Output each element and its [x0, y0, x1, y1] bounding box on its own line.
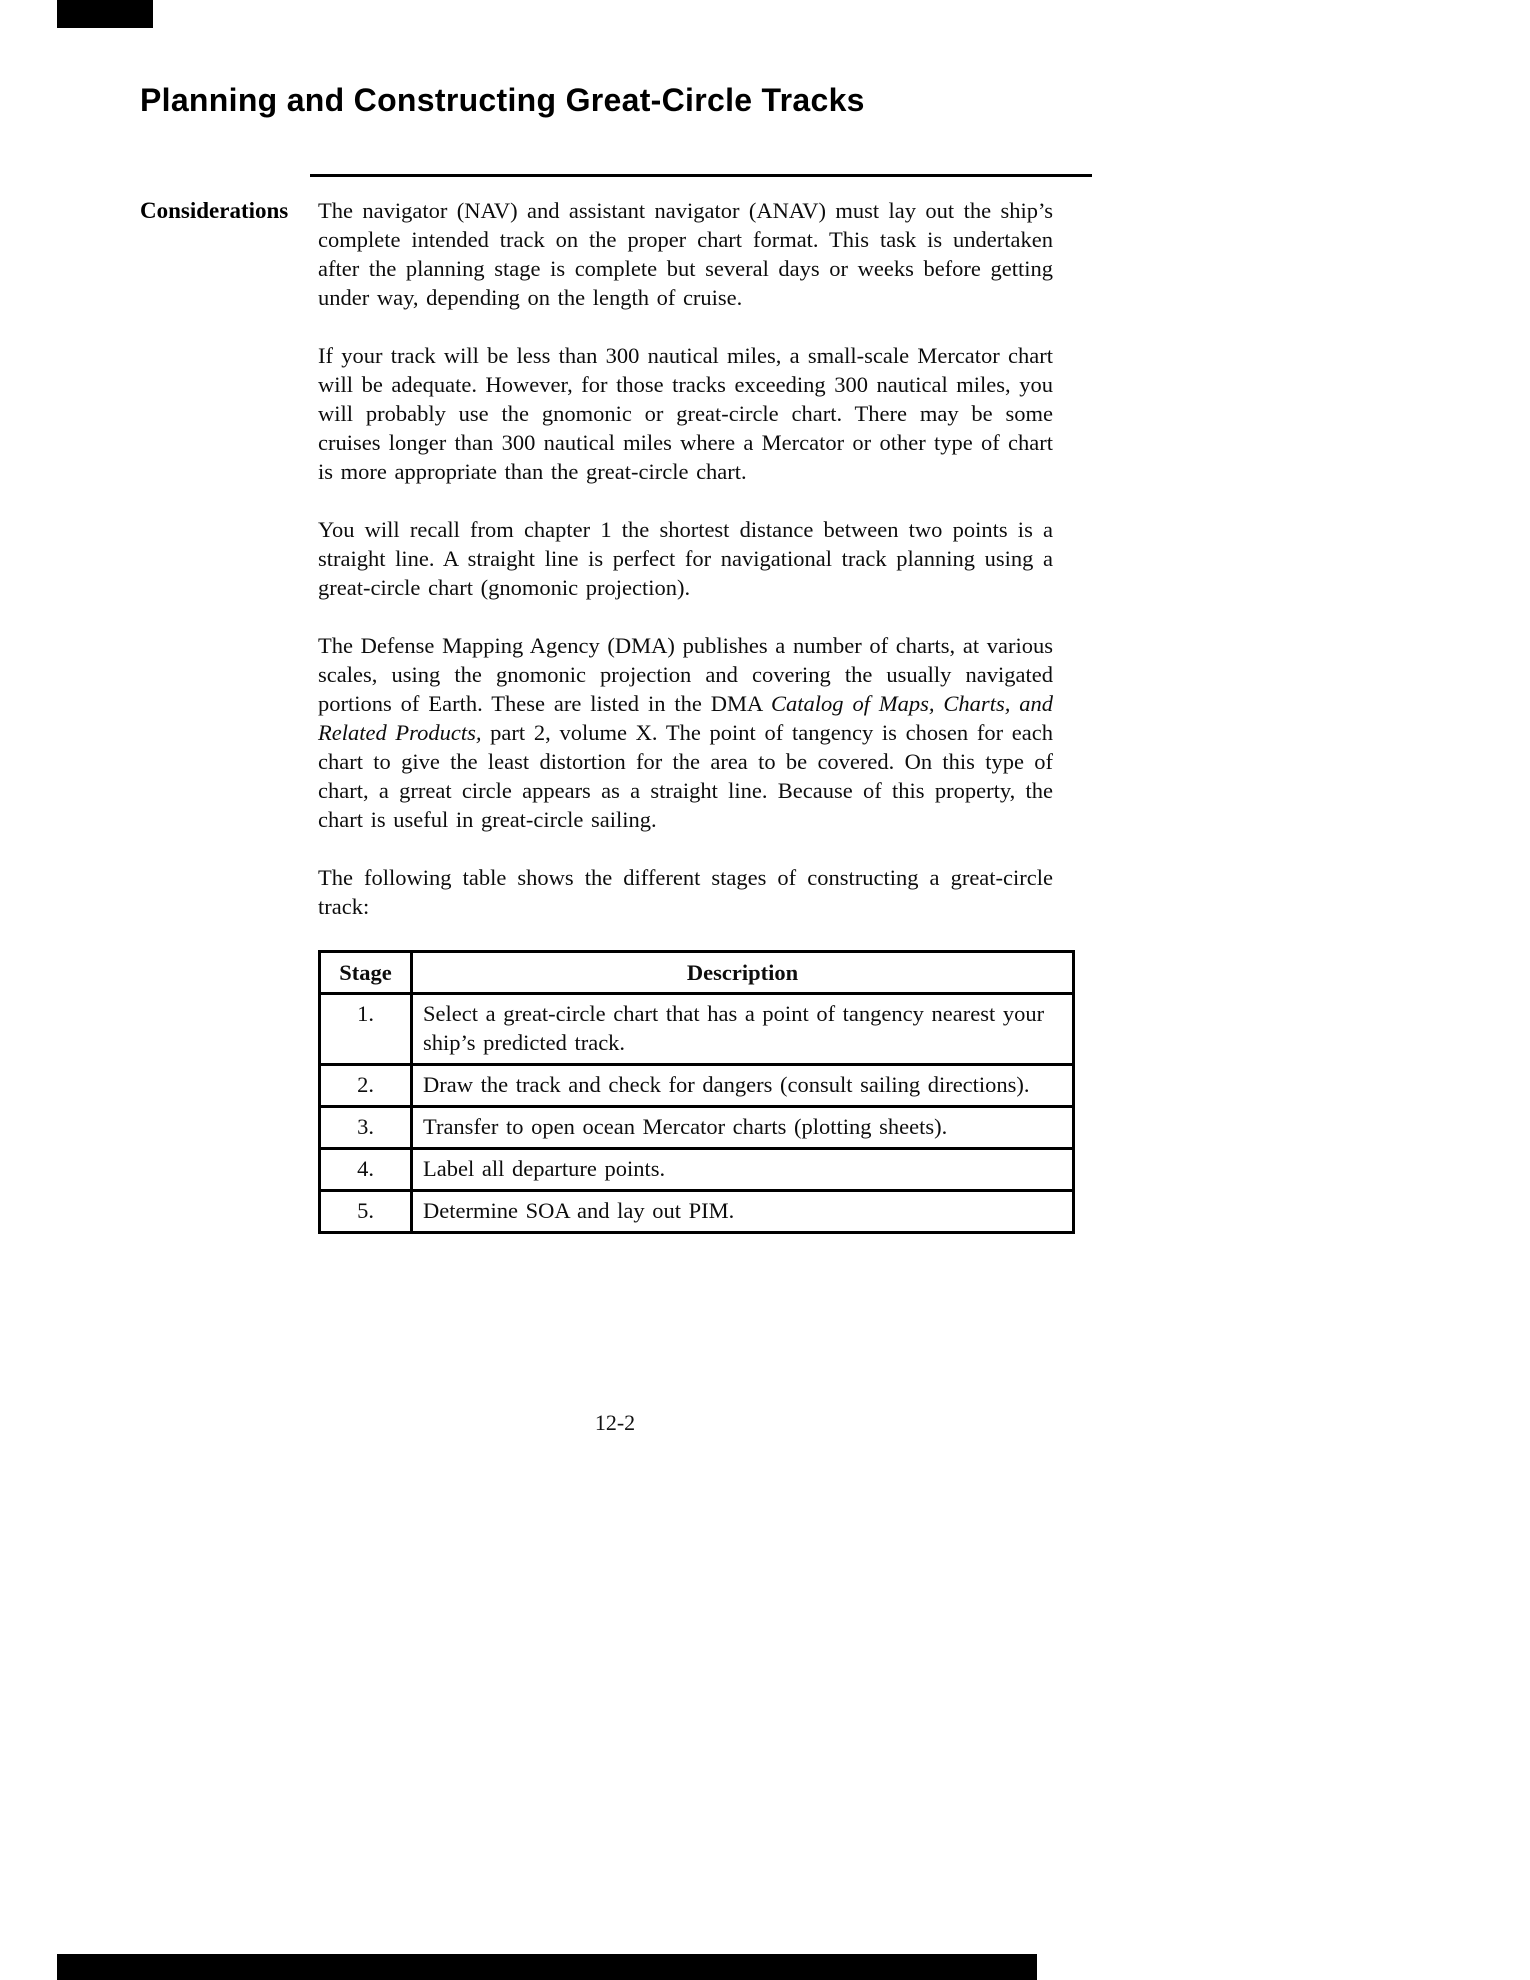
paragraph-dma-text-after: part 2, volume X. The point of tangency is chosen for each chart to give the least distortion for the area to be covered. On this type of chart, a grreat circle appears as a straight line. Because of this property, the chart is useful in great-circle sailing. [318, 720, 1053, 832]
table-header-row [320, 952, 1074, 994]
stages-table [318, 950, 1075, 1234]
stage-number: 4. [320, 1149, 412, 1191]
table-header-stage: Stage [320, 952, 412, 994]
stage-number: 1. [320, 994, 412, 1065]
stage-description: Determine SOA and lay out PIM. [412, 1191, 1074, 1233]
paragraph-dma [318, 631, 1053, 834]
table-row [320, 1149, 1074, 1191]
table-row [320, 994, 1074, 1065]
paragraph-considerations-3: You will recall from chapter 1 the shortest distance between two points is a straight line. A straight line is perfect for navigational track planning using a great-circle chart (gnomonic projection). [318, 517, 1053, 600]
italic-publication-title: Catalog of Maps, Charts, and Related Products, [318, 691, 1054, 745]
section-label: Considerations [140, 198, 289, 223]
stage-description: Draw the track and check for dangers (consult sailing directions). [412, 1065, 1074, 1107]
table-row [320, 1107, 1074, 1149]
stage-description: Label all departure points. [412, 1149, 1074, 1191]
header-rule [310, 174, 1092, 177]
stage-description: Transfer to open ocean Mercator charts (plotting sheets). [412, 1107, 1074, 1149]
stage-description: Select a great-circle chart that has a point of tangency nearest your ship’s predicted track. [412, 994, 1074, 1065]
stage-number: 2. [320, 1065, 412, 1107]
paragraph-considerations-2: If your track will be less than 300 nautical miles, a small-scale Mercator chart will be adequate. However, for those tracks exceeding 300 nautical miles, you will probably use the gnomonic or great-circle chart. There may be some cruises longer than 300 nautical miles where a Mercator or other type of chart is more appropriate than the great-circle chart. [318, 343, 1053, 484]
table-row [320, 1065, 1074, 1107]
paragraph-dma-text-before: The Defense Mapping Agency (DMA) publishes a number of charts, at various scales, using the gnomonic projection and covering the usually navigated portions of Earth. These are listed in the DMA [318, 633, 1053, 716]
scan-artifact-bottom [57, 1954, 1037, 1980]
page-title: Planning and Constructing Great-Circle Tracks [140, 82, 865, 118]
body-text-column [318, 196, 1053, 1234]
content-area [140, 196, 1080, 1234]
stage-number: 3. [320, 1107, 412, 1149]
table-header-description: Description [412, 952, 1074, 994]
stage-number: 5. [320, 1191, 412, 1233]
paragraph-considerations-1: The navigator (NAV) and assistant navigator (ANAV) must lay out the ship’s complete intended track on the proper chart format. This task is undertaken after the planning stage is complete but several days or weeks before getting under way, depending on the length of cruise. [318, 198, 1053, 310]
table-row [320, 1191, 1074, 1233]
page-number: 12-2 [594, 1410, 636, 1435]
scan-artifact-top-left [57, 0, 153, 28]
paragraph-table-intro: The following table shows the different stages of constructing a great-circle track: [318, 865, 1053, 919]
